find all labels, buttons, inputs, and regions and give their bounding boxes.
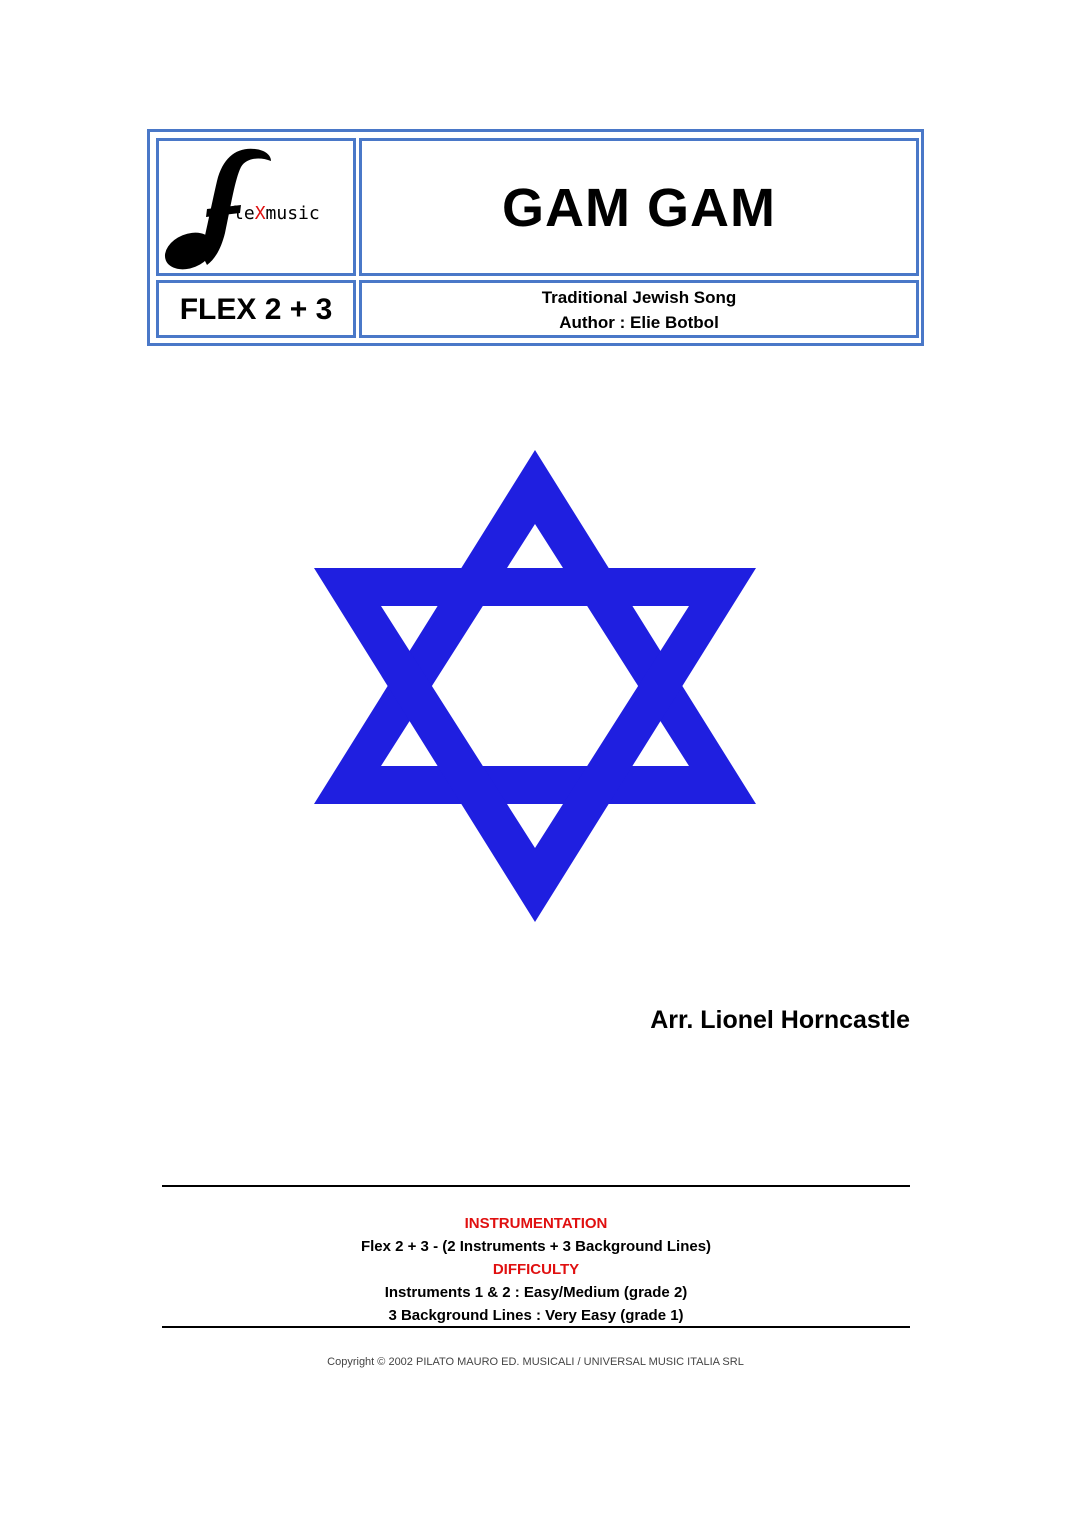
star-of-david-icon bbox=[314, 450, 756, 922]
song-info-cell bbox=[359, 280, 919, 338]
copyright-notice: Copyright © 2002 PILATO MAURO ED. MUSICALI / UNIVERSAL MUSIC ITALIA SRL bbox=[327, 1356, 744, 1368]
logo-cell bbox=[156, 138, 356, 276]
divider-top bbox=[162, 1185, 910, 1187]
difficulty-instruments: Instruments 1 & 2 : Easy/Medium (grade 2) bbox=[384, 1284, 688, 1301]
edition-label: FLEX 2 + 3 bbox=[179, 293, 333, 326]
difficulty-heading: DIFFICULTY bbox=[492, 1261, 580, 1278]
edition-cell bbox=[156, 280, 356, 338]
difficulty-background: 3 Background Lines : Very Easy (grade 1) bbox=[388, 1307, 684, 1324]
details-section bbox=[162, 1212, 910, 1327]
arranger-credit: Arr. Lionel Horncastle bbox=[650, 1006, 910, 1034]
song-author: Author : Elie Botbol bbox=[559, 313, 719, 332]
instrumentation-heading: INSTRUMENTATION bbox=[464, 1215, 608, 1232]
title-cell bbox=[359, 138, 919, 276]
page-title: GAM GAM bbox=[502, 178, 776, 238]
song-subtitle: Traditional Jewish Song bbox=[541, 288, 737, 307]
divider-bottom bbox=[162, 1326, 910, 1328]
logo-wordmark: leXmusic bbox=[233, 203, 320, 224]
instrumentation-text: Flex 2 + 3 - (2 Instruments + 3 Background Lines) bbox=[360, 1238, 712, 1255]
header-table bbox=[147, 129, 924, 346]
